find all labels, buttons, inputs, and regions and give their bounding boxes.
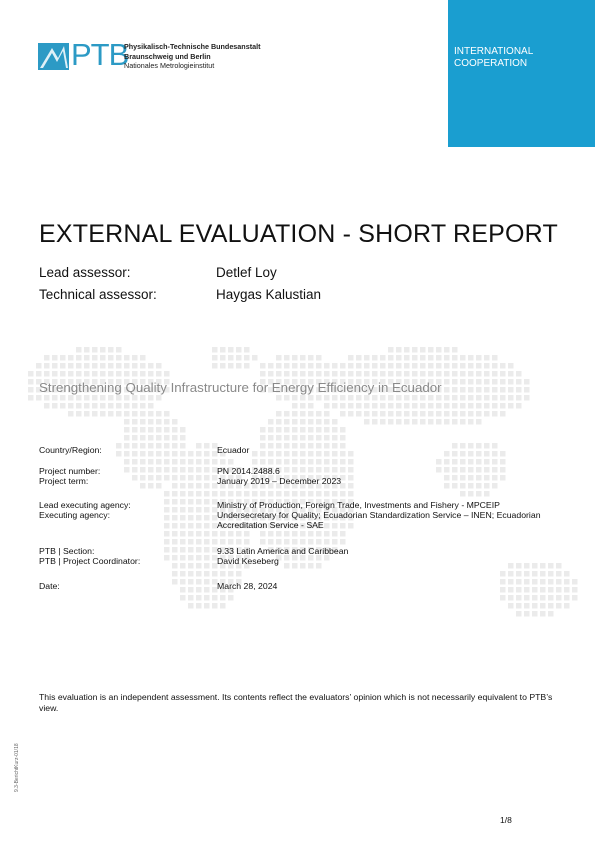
detail-label: Date: bbox=[39, 581, 60, 591]
detail-label: Executing agency: bbox=[39, 510, 110, 520]
disclaimer-text: This evaluation is an independent assessment. Its contents reflect the evaluators’ opinion which is not necessarily equivalent to PTB’s view. bbox=[39, 692, 553, 713]
lead-assessor-value: Detlef Loy bbox=[216, 265, 277, 280]
international-cooperation-badge bbox=[448, 0, 595, 147]
detail-value: PN 2014.2488.6 bbox=[217, 466, 280, 476]
detail-label: Country/Region: bbox=[39, 445, 102, 455]
project-title: Strengthening Quality Infrastructure for Energy Efficiency in Ecuador bbox=[39, 380, 442, 395]
org-subtitle: Nationales Metrologieinstitut bbox=[124, 61, 215, 70]
technical-assessor-row bbox=[39, 287, 322, 302]
report-title: EXTERNAL EVALUATION - SHORT REPORT bbox=[39, 220, 558, 248]
ptb-org-text bbox=[124, 42, 294, 71]
technical-assessor-label: Technical assessor: bbox=[39, 287, 157, 302]
lead-assessor-row bbox=[39, 265, 277, 280]
detail-label: PTB | Section: bbox=[39, 546, 95, 556]
badge-text bbox=[454, 46, 589, 70]
badge-line-2: COOPERATION bbox=[454, 58, 528, 69]
detail-label: PTB | Project Coordinator: bbox=[39, 556, 141, 566]
ptb-logo-wordmark: PTB bbox=[71, 37, 129, 72]
detail-label: Project term: bbox=[39, 476, 89, 486]
detail-value: March 28, 2024 bbox=[217, 581, 278, 591]
detail-value: David Keseberg bbox=[217, 556, 279, 566]
detail-value: Undersecretary for Quality; Ecuadorian Standardization Service – INEN; Ecuadorian Accreditation Service - SAE bbox=[217, 510, 541, 530]
detail-label: Lead executing agency: bbox=[39, 500, 131, 510]
page-number: 1/8 bbox=[500, 815, 512, 825]
technical-assessor-value: Haygas Kalustian bbox=[216, 287, 322, 302]
detail-label: Project number: bbox=[39, 466, 101, 476]
badge-line-1: INTERNATIONAL bbox=[454, 46, 534, 57]
document-code: 9.3-BerichtKurz-01/18 bbox=[14, 743, 20, 792]
org-name: Physikalisch-Technische Bundesanstalt bbox=[124, 42, 261, 51]
detail-value: Ministry of Production, Foreign Trade, Investments and Fishery - MPCEIP bbox=[217, 500, 500, 510]
org-city: Braunschweig und Berlin bbox=[124, 51, 211, 61]
ptb-logo-icon bbox=[38, 40, 70, 71]
detail-value: Ecuador bbox=[217, 445, 250, 455]
lead-assessor-label: Lead assessor: bbox=[39, 265, 131, 280]
detail-value: 9.33 Latin America and Caribbean bbox=[217, 546, 349, 556]
detail-value: January 2019 – December 2023 bbox=[217, 476, 342, 486]
